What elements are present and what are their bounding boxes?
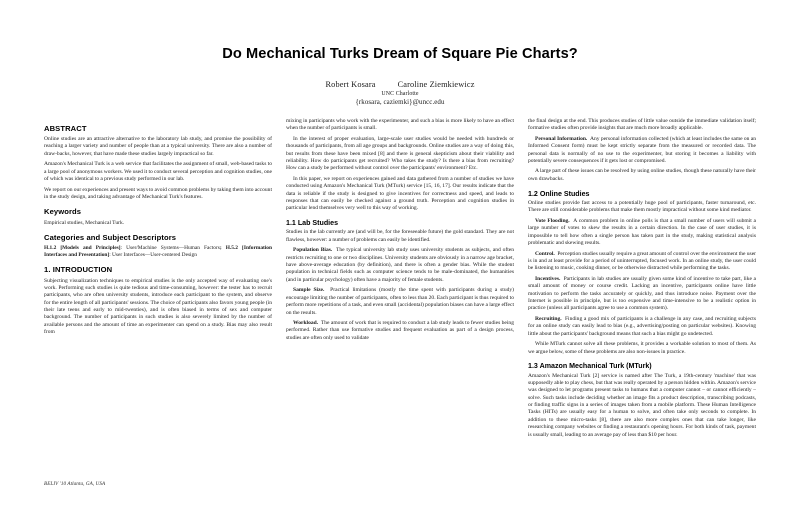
author-name: Caroline Ziemkiewicz [397,79,475,89]
runin-text: Practical limitations (mostly the time spent with participants during a study) encourage limiting the number of participants, often to less than 20. Each participant is thus required to perform more repetitions of a task, and even small (accidental) population biases can have a large effect on the results. [286,287,514,316]
heading-keywords: Keywords [44,207,82,217]
category-italic: Human Factors [184,245,220,252]
column-right [528,118,756,510]
intro-paragraph: In this paper, we report on experiences gained and data gathered from a number of studies we have conducted using Amazon's Mechanical Turk (MTurk) service [15, 16, 17]. Our results indicate that the data is reliable if the study is designed to give incentives for correctness and speed, and leads to responses that can easily be checked against a ground truth. Perception and cognition studies in particular lend themselves very well to this way of working. [286,175,514,212]
runin-text: A common problem in online polls is that a small number of users will submit a large number of votes to skew the results in a certain direction. In the case of user studies, it is impossible to tell how often a single person has taken part in the study, making statistical analysis problematic and skewing results. [528,217,756,246]
runin-text: Finding a good mix of participants is a challenge in any case, and recruiting subjects for an online study can easily lead to bias (e.g., advertising/posting on particular websites). Knowing little about the participants' background means that such a bias might go undetected. [528,315,756,337]
heading-abstract: ABSTRACT [44,123,87,133]
lab-studies-population-bias [286,247,514,284]
heading-introduction: 1. INTRODUCTION [44,265,113,275]
column-middle [286,118,514,510]
category-code: ; H.5.2 [Information Interfaces and Presentation] [44,245,272,259]
intro-paragraph: mixing in participants who work with the experimenter, and such a bias is more likely to have an effect when the number of participants is small. [286,117,514,132]
keywords-text: Empirical studies, Mechanical Turk. [44,219,125,226]
runin-text: Perception studies usually require a great amount of control over the environment the user is in and at least provide for a period of uninterrupted, focused work. In an online study, the user could be listening to music, cooking dinner, or be otherwise distracted while performing the tasks. [528,250,756,272]
online-studies-lead: A large part of these issues can be resolved by using online studies, though these naturally have their own drawbacks. [528,168,756,182]
author-block [44,80,756,108]
abstract-paragraph: We report on our experiences and present ways to avoid common problems by taking them into account in the study design, and taking advantage of Mechanical Turk's features. [44,186,272,201]
online-studies-closing: While MTurk cannot solve all these problems, it provides a workable solution to most of them. As we argue below, some of these problems are also non-issues in practice. [528,341,756,355]
heading-online-studies: 1.2 Online Studies [528,189,590,198]
runin-label-workload: Workload. [293,320,319,327]
category-italic: User-centered Design [150,252,197,259]
runin-label-control: Control. [535,250,555,257]
runin-label-personal-information: Personal Information. [535,135,588,142]
runin-text: Participants in lab studies are usually given some kind of incentive to take part, like a small amount of money or course credit. Lacking an incentive, participants online have little motivation to perform the tasks accurately or quickly, and thus introduce noise. Payment over the Internet is possible in principle, but is too expensive and time-intensive to be a realistic option in practice (unless all participants agree to use a common system). [528,275,756,312]
runin-text: Any personal information collected (which at least includes the same on an Informed Consent form) must be kept strictly separate from the measured or recorded data. The personal data is normally of no use to the experimenter, but storing it becomes a liability with potentially severe consequences if it gets lost or compromised. [528,135,756,164]
runin-label-incentives: Incentives. [535,275,561,282]
online-studies-paragraph: Online studies provide fast access to a potentially huge pool of participants, faster turnaround, etc. There are still considerable problems that make them mostly impractical without some kind mediator. [528,199,756,214]
runin-text: The amount of work that is required to conduct a lab study leads to fewer studies being performed. Rather than use formative studies and frequent evaluation as part of a design process, studies are often only used to validate [286,320,514,341]
categories-text [44,245,272,259]
author-names [44,80,756,90]
heading-lab-studies: 1.1 Lab Studies [286,219,339,228]
recruiting-online [528,316,756,338]
runin-label-population-bias: Population Bias. [293,247,333,254]
control [528,251,756,273]
heading-mturk: 1.3 Amazon Mechanical Turk (MTurk) [528,362,652,371]
lab-studies-paragraph: Studies in the lab currently are (and will be, for the foreseeable future) the gold standard. They are not flawless, however: a number of problems can easily be identified. [286,229,514,243]
category-code: H.1.2 [Models and Principles] [44,245,121,252]
paper-masthead [44,46,756,108]
lab-studies-continued: the final design at the end. This produces studies of little value outside the immediate validation itself; formative studies often provide insights that are much more broadly applicable. [528,117,756,132]
category-rest: : User Interfaces— [109,252,151,259]
personal-information [528,136,756,166]
intro-paragraph: In the interest of proper evaluation, large-scale user studies would be needed with hundreds or thousands of participants, from all age groups and backgrounds. Online studies are a way of doing this, but results from these have been mixed [8] and there is general skepticism about their viability and reliability. How do participants get recruited? Who takes the study? Is there a bias from recruiting? How can a study be performed without control over the participants' environment? Etc. [286,135,514,172]
mturk-paragraph: Amazon's Mechanical Turk [2] service is named after The Turk, a 19th-century 'machine' that was supposedly able to play chess, but that was really operated by a person hidden within. Amazon's service was designed to let programs present tasks to humans that a computer cannot – or cannot efficiently – solve. Such tasks include deciding whether an image fits a product description, transcribing podcasts, or finding traffic signs in a series of images taken from a mobile platform. These Human Intelligence Tasks (HITs) are usually easy for a human to solve, and often take only seconds to complete. In addition to these micro-tasks [8], there are also more complex ones that can take longer, like researching company websites or finding a restaurant's opening hours. For both kinds of task, payment is usually small, leading to an average pay of less than $10 per hour. [528,372,756,438]
intro-paragraph: Subjecting visualization techniques to empirical studies is the only accepted way of evaluating one's work. Performing such studies is quite tedious and time-consuming, however: the tester has to recruit participants, who are often university students, introduce each participant to the system, and observe for the entire length of all participants' sessions. The choice of participants also favors young people (in their late teens and early to mid-twenties), and is often biased in terms of sex and computer background. The number of participants in such studies is also severely limited by the number of available persons and the amount of time an experimenter can spend on a study. Bias may also result from [44,277,272,336]
category-rest: : User/Machine Systems— [120,245,185,252]
runin-label-recruiting: Recruiting. [535,315,562,322]
page-title: Do Mechanical Turks Dream of Square Pie Charts? [222,46,578,62]
vote-flooding [528,218,756,248]
three-column-body [44,118,756,510]
incentives [528,276,756,313]
author-emails: {rkosara, caziemki}@uncc.edu [355,99,445,107]
author-name: Robert Kosara [325,79,376,89]
author-affiliation: UNC Charlotte [381,90,419,97]
runin-text: The typical university lab study uses university students as subjects, and often restricts recruiting to one or two disciplines. University students are obviously in a narrow age bracket, have above-average education (by definition), and there is often a gender bias. While the student population in technical fields such as computer science tends to be male-dominated, the humanities (and in particular psychology) often have a majority of female students. [286,247,514,283]
lab-studies-workload [286,320,514,342]
runin-label-sample-size: Sample Size. [293,287,325,294]
column-left [44,118,272,510]
conference-footer: BELIV '10 Atlanta, GA, USA [44,481,106,487]
runin-label-vote-flooding: Vote Flooding. [535,217,570,224]
abstract-paragraph: Amazon's Mechanical Turk is a web service that facilitates the assignment of small, web-based tasks to a large pool of anonymous workers. We used it to conduct several perception and cognition studies, one of which was identical to a previous study performed in our lab. [44,161,272,183]
heading-categories: Categories and Subject Descriptors [44,233,177,243]
lab-studies-sample-size [286,287,514,317]
abstract-paragraph: Online studies are an attractive alternative to the laboratory lab study, and promise the possibility of reaching a larger variety and number of people than at a typical university. There are also a number of draw-backs, however, that have made these studies largely impractical so far. [44,136,272,157]
